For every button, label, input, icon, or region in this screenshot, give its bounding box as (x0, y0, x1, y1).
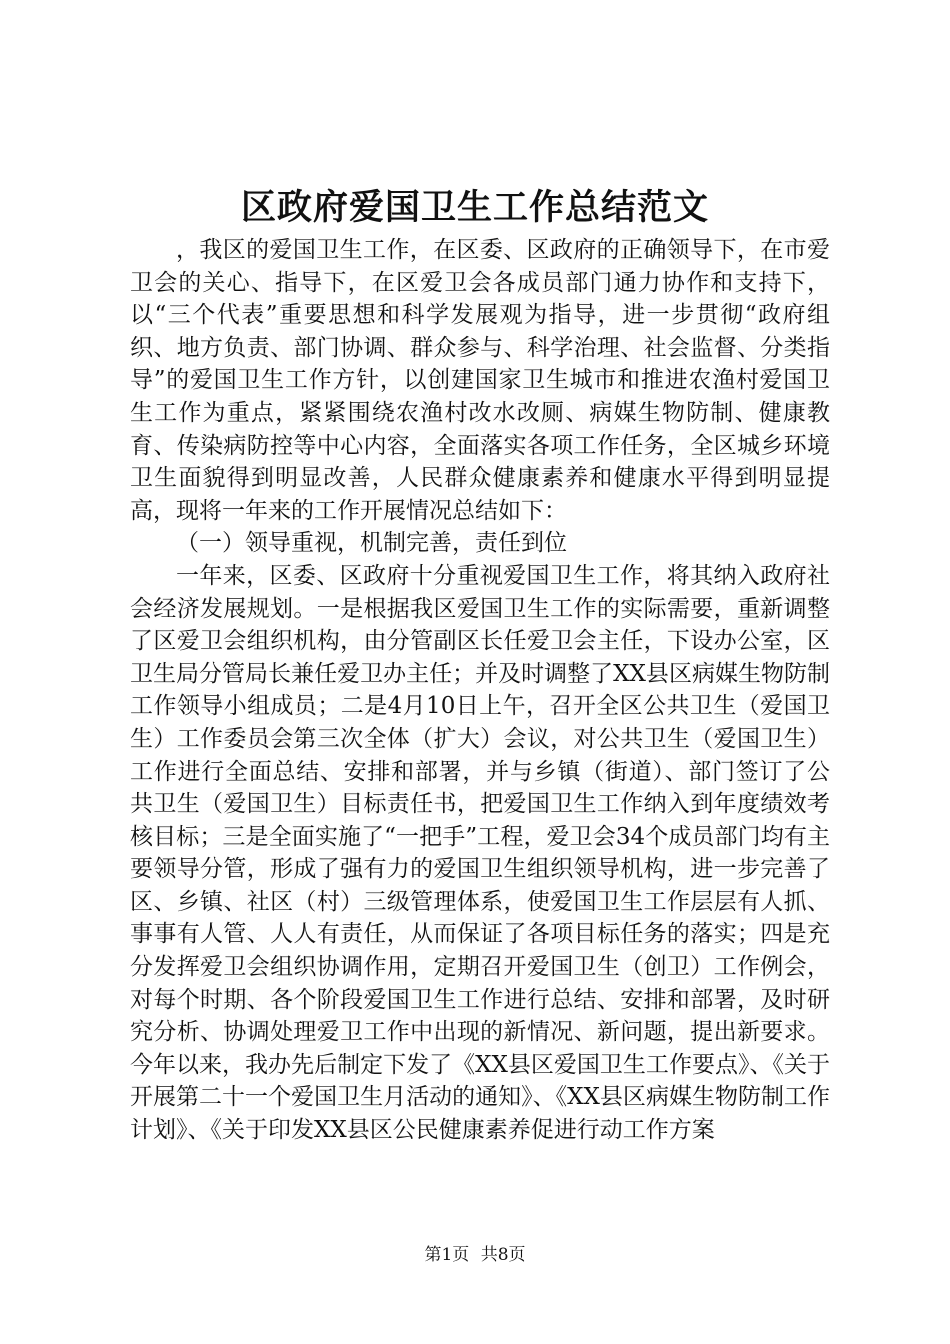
page-footer (0, 1243, 950, 1267)
document-body (130, 234, 830, 1147)
section-heading: （一）领导重视，机制完善，责任到位 (176, 530, 567, 557)
page-total: 共8页 (480, 1245, 526, 1265)
document-title: 区政府爱国卫生工作总结范文 (240, 187, 709, 228)
intro-paragraph: ，我区的爱国卫生工作，在区委、区政府的正确领导下，在市爱卫会的关心、指导下，在区爱卫会各成员部门通力协作和支持下，以“三个代表”重要思想和科学发展观为指导，进一步贯彻“政府组织、地方负责、部门协调、群众参与、科学治理、社会监督、分类指导”的爱国卫生工作方针，以创建国家卫生城市和推进农渔村爱国卫生工作为重点，紧紧围绕农渔村改水改厕、病媒生物防制、健康教育、传染病防控等中心内容，全面落实各项工作任务，全区城乡环境卫生面貌得到明显改善，人民群众健康素养和健康水平得到明显提高，现将一年来的工作开展情况总结如下： (130, 237, 830, 524)
page-number: 第1页 (424, 1245, 470, 1265)
body-paragraph: 一年来，区委、区政府十分重视爱国卫生工作，将其纳入政府社会经济发展规划。一是根据我区爱国卫生工作的实际需要，重新调整了区爱卫会组织机构，由分管副区长任爱卫会主任，下设办公室，区卫生局分管局长兼任爱卫办主任；并及时调整了XX县区病媒生物防制工作领导小组成员；二是4月10日上午，召开全区公共卫生（爱国卫生）工作委员会第三次全体（扩大）会议，对公共卫生（爱国卫生）工作进行全面总结、安排和部署，并与乡镇（街道）、部门签订了公共卫生（爱国卫生）目标责任书，把爱国卫生工作纳入到年度绩效考核目标；三是全面实施了“一把手”工程，爱卫会34个成员部门均有主要领导分管，形成了强有力的爱国卫生组织领导机构，进一步完善了区、乡镇、社区（村）三级管理体系，使爱国卫生工作层层有人抓、事事有人管、人人有责任，从而保证了各项目标任务的落实；四是充分发挥爱卫会组织协调作用，定期召开爱国卫生（创卫）工作例会，对每个时期、各个阶段爱国卫生工作进行总结、安排和部署，及时研究分析、协调处理爱卫工作中出现的新情况、新问题，提出新要求。今年以来，我办先后制定下发了《XX县区爱国卫生工作要点》、《关于开展第二十一个爱国卫生月活动的通知》、《XX县区病媒生物防制工作计划》、《关于印发XX县区公民健康素养促进行动工作方案 (130, 562, 830, 1144)
